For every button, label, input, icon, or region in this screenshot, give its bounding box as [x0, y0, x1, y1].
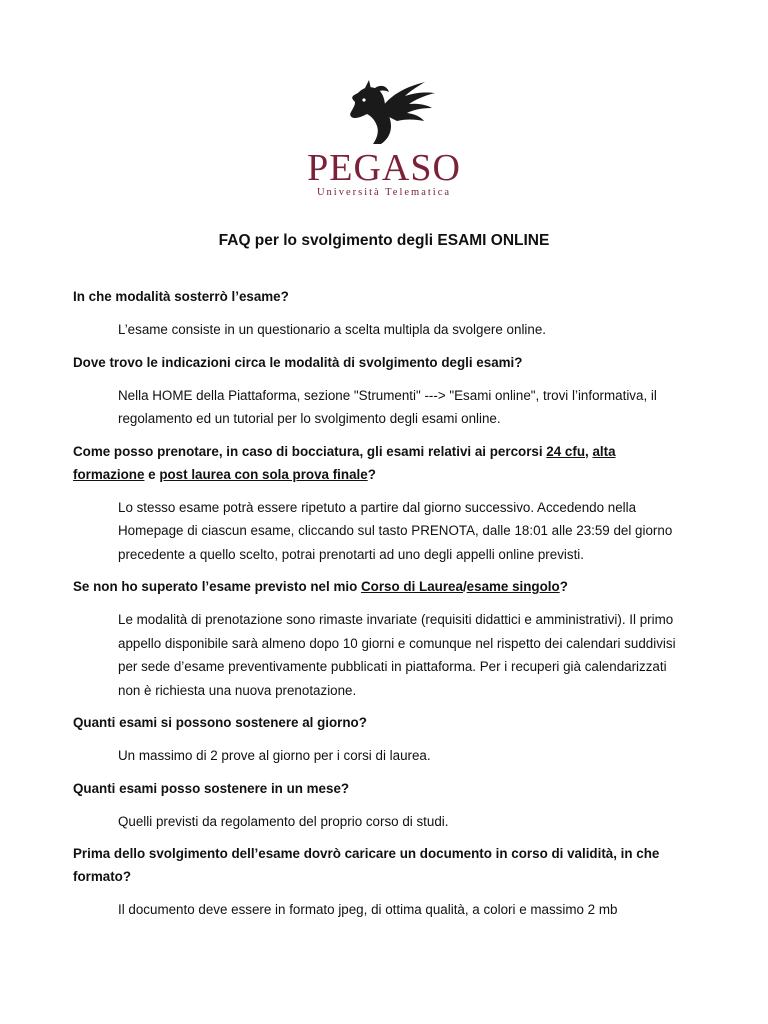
- logo-name: PEGASO: [307, 147, 461, 189]
- separator-text: /: [462, 579, 467, 594]
- logo-subtitle: Università Telematica: [316, 187, 452, 198]
- link-post-laurea[interactable]: post laurea con sola prova finale: [159, 466, 368, 482]
- faq-question: In che modalità sosterrò l’esame?: [73, 289, 289, 304]
- link-alta-formazione[interactable]: alta formazione: [73, 443, 616, 482]
- faq-question: [73, 440, 688, 486]
- page-title: FAQ per lo svolgimento degli ESAMI ONLINE: [218, 232, 550, 249]
- faq-question: Dove trovo le indicazioni circa le modalità di svolgimento degli esami?: [73, 354, 523, 370]
- university-logo: [0, 78, 768, 198]
- question-mark: ?: [559, 579, 568, 594]
- link-corso-di-laurea[interactable]: Corso di Laurea: [360, 579, 463, 594]
- faq-answer: Lo stesso esame potrà essere ripetuto a partire dal giorno successivo. Accedendo nella Homepage di ciascun esame, cliccando sul tasto PRENOTA, dalle 18:01 alle 23:59 del giorno precedente a quello scelto, potrai prenotarti ad uno degli appelli online previsti.: [118, 499, 673, 562]
- faq-answer: Nella HOME della Piattaforma, sezione "Strumenti" ---> "Esami online", trovi l’informativa, il regolamento ed un tutorial per lo svolgimento degli esami online.: [118, 387, 657, 426]
- faq-answer: Le modalità di prenotazione sono rimaste invariate (requisiti didattici e amministrativi). Il primo appello disponibile sarà almeno dopo 10 giorni e comunque nel rispetto dei calendari suddivisi per sede d’esame preventivamente pubblicati in piattaforma. Per i recuperi già calendarizzati non è richiesta una nuova prenotazione.: [118, 612, 676, 698]
- link-24-cfu[interactable]: 24 cfu: [546, 443, 585, 459]
- faq-answer: Un massimo di 2 prove al giorno per i corsi di laurea.: [118, 748, 431, 763]
- separator-text: e: [144, 466, 160, 482]
- link-esame-singolo[interactable]: esame singolo: [466, 579, 560, 594]
- question-text: Come posso prenotare, in caso di bocciatura, gli esami relativi ai percorsi: [73, 443, 547, 459]
- faq-question: [73, 575, 688, 598]
- faq-question: Quanti esami posso sostenere in un mese?: [73, 780, 350, 796]
- faq-question: Quanti esami si possono sostenere al giorno?: [73, 715, 367, 730]
- faq-list: [73, 285, 688, 922]
- separator-text: ,: [585, 443, 593, 459]
- pegasus-icon: [329, 78, 439, 150]
- faq-answer: Il documento deve essere in formato jpeg, di ottima qualità, a colori e massimo 2 mb: [118, 902, 618, 917]
- question-text: Se non ho superato l’esame previsto nel mio: [73, 579, 361, 594]
- faq-answer: Quelli previsti da regolamento del proprio corso di studi.: [118, 813, 449, 829]
- faq-answer: L’esame consiste in un questionario a scelta multipla da svolgere online.: [118, 322, 547, 337]
- faq-question: Prima dello svolgimento dell’esame dovrò caricare un documento in corso di validità, in che formato?: [73, 846, 660, 884]
- question-mark: ?: [367, 466, 376, 482]
